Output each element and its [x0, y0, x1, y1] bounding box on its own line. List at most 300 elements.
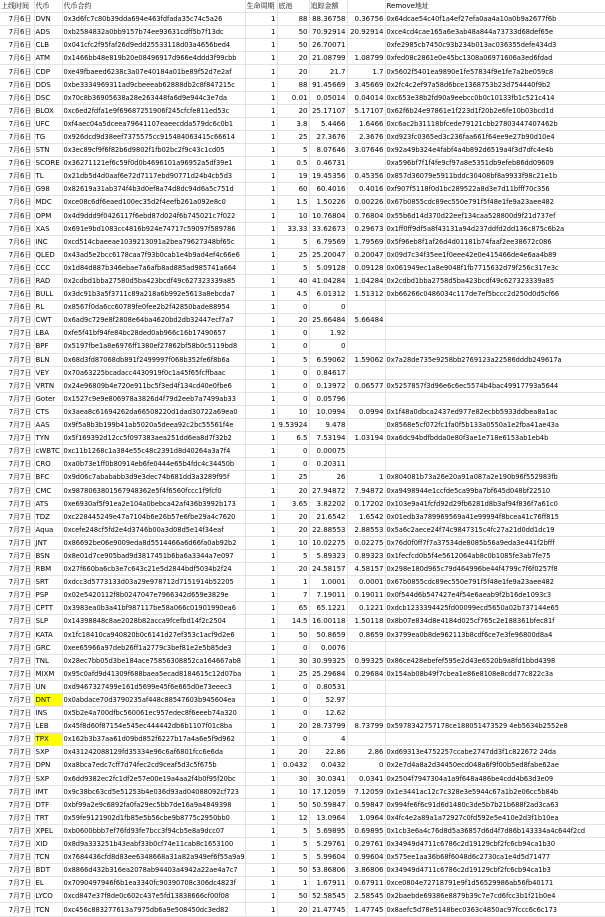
cell-pool[interactable]: 10	[277, 536, 309, 549]
cell-lifecycle[interactable]: 1	[245, 261, 277, 274]
cell-amount[interactable]: 6.01312	[309, 288, 347, 301]
cell-lifecycle[interactable]: 1	[245, 746, 277, 759]
cell-lifecycle[interactable]: 1	[245, 759, 277, 772]
cell-date[interactable]: 7月6日	[0, 196, 34, 209]
cell-date[interactable]: 7月7日	[0, 628, 34, 641]
cell-difference[interactable]: 0.0994	[347, 405, 385, 418]
cell-pool[interactable]: 0	[277, 327, 309, 340]
cell-lifecycle[interactable]: 1	[245, 52, 277, 65]
cell-lifecycle[interactable]: 1	[245, 680, 277, 693]
cell-date[interactable]: 7月6日	[0, 157, 34, 170]
cell-symbol[interactable]: STN	[34, 144, 62, 157]
cell-lifecycle[interactable]: 1	[245, 183, 277, 196]
cell-remove[interactable]	[385, 366, 605, 379]
cell-symbol[interactable]: BDT	[34, 864, 62, 877]
cell-date[interactable]: 7月7日	[0, 707, 34, 720]
cell-difference[interactable]: 0	[347, 759, 385, 772]
cell-pool[interactable]: 5	[277, 838, 309, 851]
cell-pool[interactable]: 88	[277, 13, 309, 26]
cell-date[interactable]: 7月7日	[0, 877, 34, 890]
cell-amount[interactable]: 5.69895	[309, 824, 347, 837]
cell-difference[interactable]: 2.58545	[347, 890, 385, 903]
cell-lifecycle[interactable]: 1	[245, 563, 277, 576]
cell-symbol[interactable]: TYN	[34, 432, 62, 445]
cell-remove[interactable]: 0x103e9a41fcfd92d29fb6281d8b3af94f836f7a61c0	[385, 497, 605, 510]
cell-lifecycle[interactable]: 1	[245, 327, 277, 340]
cell-pool[interactable]: 0	[277, 445, 309, 458]
cell-amount[interactable]: 0.46731	[309, 157, 347, 170]
cell-date[interactable]: 7月7日	[0, 772, 34, 785]
cell-symbol[interactable]: CLB	[34, 39, 62, 52]
cell-date[interactable]: 7月7日	[0, 720, 34, 733]
cell-contract[interactable]: 0x86692be06e9009eda8d5514466a6d66fa0ab92b2	[62, 536, 245, 549]
cell-date[interactable]: 7月6日	[0, 117, 34, 130]
cell-difference[interactable]: 1.6542	[347, 510, 385, 523]
cell-date[interactable]: 7月6日	[0, 261, 34, 274]
cell-remove[interactable]: 0x62f6b24e97861e1f223d1f20b2e6fe10b03bcd1d	[385, 104, 605, 117]
cell-lifecycle[interactable]: 1	[245, 222, 277, 235]
cell-lifecycle[interactable]: 1	[245, 838, 277, 851]
cell-difference[interactable]: 1.08799	[347, 52, 385, 65]
cell-pool[interactable]: 88	[277, 78, 309, 91]
cell-date[interactable]: 7月7日	[0, 392, 34, 405]
cell-date[interactable]: 7月7日	[0, 432, 34, 445]
cell-pool[interactable]: 3.8	[277, 117, 309, 130]
cell-amount[interactable]: 5.29761	[309, 838, 347, 851]
cell-contract[interactable]: 0xf4aec04a5dceea79641107eaeecdda579dc6c0b1	[62, 117, 245, 130]
cell-pool[interactable]: 14.5	[277, 615, 309, 628]
cell-remove[interactable]: 0xf907f5118f0d1bc289522a8d3e7d11bfff70c356	[385, 183, 605, 196]
cell-amount[interactable]: 28.73799	[309, 720, 347, 733]
cell-amount[interactable]: 30.99325	[309, 654, 347, 667]
cell-difference[interactable]	[347, 707, 385, 720]
cell-lifecycle[interactable]: 1	[245, 196, 277, 209]
cell-contract[interactable]: 0x45f8d60f87154e545ec444442db6b1107f01c8ba	[62, 720, 245, 733]
cell-amount[interactable]: 6.59062	[309, 353, 347, 366]
cell-symbol[interactable]: ATM	[34, 52, 62, 65]
cell-date[interactable]: 7月7日	[0, 903, 34, 916]
cell-difference[interactable]	[347, 680, 385, 693]
cell-pool[interactable]: 0	[277, 707, 309, 720]
cell-remove[interactable]	[385, 733, 605, 746]
cell-difference[interactable]: 8.73799	[347, 720, 385, 733]
cell-lifecycle[interactable]: 1	[245, 301, 277, 314]
cell-difference[interactable]	[347, 366, 385, 379]
cell-symbol[interactable]: BULL	[34, 288, 62, 301]
cell-lifecycle[interactable]: 1	[245, 864, 277, 877]
header-pool[interactable]: 底池	[277, 0, 309, 13]
cell-amount[interactable]: 12.62	[309, 707, 347, 720]
cell-symbol[interactable]: XID	[34, 838, 62, 851]
cell-symbol[interactable]: Goter	[34, 392, 62, 405]
cell-difference[interactable]: 1.59062	[347, 353, 385, 366]
cell-amount[interactable]: 10.02275	[309, 536, 347, 549]
cell-symbol[interactable]: CDP	[34, 65, 62, 78]
cell-lifecycle[interactable]: 1	[245, 130, 277, 143]
cell-remove[interactable]	[385, 340, 605, 353]
cell-contract[interactable]: 0x3dc91b3a5f3711c89a218a6b992e5613a8ebcda7	[62, 288, 245, 301]
cell-pool[interactable]: 7	[277, 589, 309, 602]
cell-date[interactable]: 7月6日	[0, 209, 34, 222]
cell-difference[interactable]: 5.17107	[347, 104, 385, 117]
cell-remove[interactable]: 0x55b6d14d370d22eef134caa528800d9f21d737ef	[385, 209, 605, 222]
cell-remove[interactable]: 0x67b0855cdc89ec550e791f5f48e1fe9a23aee482	[385, 196, 605, 209]
cell-pool[interactable]: 20	[277, 903, 309, 916]
cell-amount[interactable]: 3.82202	[309, 497, 347, 510]
cell-contract[interactable]: 0xa0b73e1ff0b80914eb6fe0444e65b4fdc4c34450b	[62, 458, 245, 471]
cell-lifecycle[interactable]: 1	[245, 274, 277, 287]
cell-contract[interactable]: 0x95c0afd9d41309f688baea5ecad8184615c12d07ba	[62, 667, 245, 680]
cell-contract[interactable]: 0xcd847e37f8de0c602c437e5fd13838666cf00f08	[62, 890, 245, 903]
cell-lifecycle[interactable]: 1	[245, 39, 277, 52]
cell-amount[interactable]: 0.00075	[309, 445, 347, 458]
cell-pool[interactable]: 20	[277, 484, 309, 497]
cell-lifecycle[interactable]: 1	[245, 144, 277, 157]
cell-pool[interactable]: 50	[277, 39, 309, 52]
cell-difference[interactable]: 4.58157	[347, 563, 385, 576]
cell-difference[interactable]	[347, 458, 385, 471]
cell-date[interactable]: 7月6日	[0, 183, 34, 196]
cell-lifecycle[interactable]: 1	[245, 641, 277, 654]
cell-lifecycle[interactable]: 1	[245, 157, 277, 170]
cell-amount[interactable]: 1.92	[309, 327, 347, 340]
cell-lifecycle[interactable]: 1	[245, 523, 277, 536]
cell-date[interactable]: 7月6日	[0, 235, 34, 248]
cell-difference[interactable]: 0.76804	[347, 209, 385, 222]
cell-lifecycle[interactable]: 1	[245, 65, 277, 78]
cell-lifecycle[interactable]: 1	[245, 510, 277, 523]
cell-remove[interactable]	[385, 445, 605, 458]
cell-symbol[interactable]: MIXM	[34, 667, 62, 680]
cell-amount[interactable]: 25.17107	[309, 104, 347, 117]
header-remove[interactable]: Remove地址	[385, 0, 605, 13]
cell-remove[interactable]	[385, 314, 605, 327]
cell-remove[interactable]: 0x64dcae54c40f1a4ef27efa0aa4a10a0b9a2677f6b	[385, 13, 605, 26]
cell-symbol[interactable]: UFC	[34, 117, 62, 130]
cell-symbol[interactable]: MDC	[34, 196, 62, 209]
cell-pool[interactable]: 0	[277, 379, 309, 392]
cell-date[interactable]: 7月7日	[0, 419, 34, 432]
cell-pool[interactable]: 20	[277, 563, 309, 576]
cell-remove[interactable]: 0x1f48a0dbca2437ed977e82ecbb5933ddbea8a1ac	[385, 405, 605, 418]
cell-contract[interactable]: 0x4d9ddd9f0426117f6ebd87d024f6b745021c7f022	[62, 209, 245, 222]
cell-difference[interactable]	[347, 157, 385, 170]
cell-contract[interactable]: 0x36271121ef6c59f0d0b4696101a96952a5df39e1	[62, 157, 245, 170]
cell-contract[interactable]: 0xbe3334969311ad9cbeeeab62888db2c8f847215c	[62, 78, 245, 91]
cell-date[interactable]: 7月6日	[0, 104, 34, 117]
cell-date[interactable]: 7月6日	[0, 65, 34, 78]
cell-amount[interactable]: 25.66484	[309, 314, 347, 327]
cell-contract[interactable]: 0x5f169392d12cc5f097383aea251dd6ea8d7f32b2	[62, 432, 245, 445]
cell-date[interactable]: 7月6日	[0, 301, 34, 314]
cell-symbol[interactable]: DNT	[34, 693, 62, 706]
cell-symbol[interactable]: PSP	[34, 589, 62, 602]
cell-lifecycle[interactable]: 1	[245, 432, 277, 445]
cell-remove[interactable]: 0xfe2985cb7450c93b234b013ac036355defe434d3	[385, 39, 605, 52]
cell-difference[interactable]: 1.6466	[347, 117, 385, 130]
cell-symbol[interactable]: TPX	[34, 733, 62, 746]
cell-date[interactable]: 7月7日	[0, 366, 34, 379]
cell-contract[interactable]: 0x7684436cfd8d83ee6348668a31a82a949ef6f55a9a9	[62, 851, 245, 864]
cell-lifecycle[interactable]: 1	[245, 707, 277, 720]
cell-lifecycle[interactable]: 1	[245, 851, 277, 864]
cell-amount[interactable]: 10.0994	[309, 405, 347, 418]
cell-symbol[interactable]: RAD	[34, 274, 62, 287]
cell-pool[interactable]: 5	[277, 235, 309, 248]
cell-pool[interactable]: 60	[277, 183, 309, 196]
cell-difference[interactable]: 0.99325	[347, 654, 385, 667]
cell-amount[interactable]: 17.12059	[309, 785, 347, 798]
cell-date[interactable]: 7月7日	[0, 693, 34, 706]
cell-contract[interactable]: 0xc11b1268c1a384e55c48c2391d8d40264a3a7f4	[62, 445, 245, 458]
cell-amount[interactable]: 5.4466	[309, 117, 347, 130]
cell-pool[interactable]: 20	[277, 510, 309, 523]
cell-date[interactable]: 7月6日	[0, 222, 34, 235]
cell-difference[interactable]: 0.1221	[347, 602, 385, 615]
cell-difference[interactable]: 0.29684	[347, 667, 385, 680]
cell-difference[interactable]	[347, 733, 385, 746]
cell-lifecycle[interactable]: 1	[245, 405, 277, 418]
cell-pool[interactable]: 20	[277, 52, 309, 65]
cell-symbol[interactable]: DTF	[34, 798, 62, 811]
cell-remove[interactable]	[385, 327, 605, 340]
cell-symbol[interactable]: CRO	[34, 458, 62, 471]
cell-symbol[interactable]: INS	[34, 707, 62, 720]
cell-remove[interactable]: 0x994fe6f6c91d6d1480c3de5b7b21b688f2ad3ca63	[385, 798, 605, 811]
cell-amount[interactable]: 21.47745	[309, 903, 347, 916]
cell-pool[interactable]: 20	[277, 523, 309, 536]
cell-amount[interactable]: 26.70071	[309, 39, 347, 52]
cell-symbol[interactable]: TDZ	[34, 510, 62, 523]
cell-lifecycle[interactable]: 1	[245, 772, 277, 785]
header-date[interactable]: 上线时间	[0, 0, 34, 13]
cell-contract[interactable]: 0x3983ea0b3a41bf987117be58a066c01901990ea6	[62, 602, 245, 615]
cell-symbol[interactable]: ADS	[34, 26, 62, 39]
cell-amount[interactable]: 16.00118	[309, 615, 347, 628]
cell-contract[interactable]: 0xa8bca7edc7cff7d74fec2cd9ceaf5d3c5f675b	[62, 759, 245, 772]
cell-date[interactable]: 7月6日	[0, 130, 34, 143]
cell-symbol[interactable]: DDS	[34, 78, 62, 91]
cell-date[interactable]: 7月7日	[0, 654, 34, 667]
cell-amount[interactable]: 0	[309, 340, 347, 353]
cell-amount[interactable]: 25.20047	[309, 248, 347, 261]
cell-difference[interactable]: 0.02275	[347, 536, 385, 549]
cell-difference[interactable]: 2.88553	[347, 523, 385, 536]
header-symbol[interactable]: 代币	[34, 0, 62, 13]
cell-symbol[interactable]: SRT	[34, 576, 62, 589]
cell-amount[interactable]: 1.0001	[309, 576, 347, 589]
cell-remove[interactable]: 0xce0804e72718791e9f1d56529986ab56fb40171	[385, 877, 605, 890]
cell-lifecycle[interactable]: 1	[245, 497, 277, 510]
cell-symbol[interactable]: TG	[34, 130, 62, 143]
cell-difference[interactable]: 0.69895	[347, 824, 385, 837]
cell-symbol[interactable]: OPM	[34, 209, 62, 222]
cell-pool[interactable]: 30	[277, 772, 309, 785]
cell-date[interactable]: 7月7日	[0, 549, 34, 562]
cell-pool[interactable]: 0.0432	[277, 759, 309, 772]
cell-pool[interactable]: 12	[277, 811, 309, 824]
cell-amount[interactable]: 5.09128	[309, 261, 347, 274]
cell-difference[interactable]	[347, 445, 385, 458]
cell-contract[interactable]: 0x6dd9382ec2fc1df2e57e00e19a4aa2f4b0f95f20bc	[62, 772, 245, 785]
cell-remove[interactable]: 0x01edb3a789969569a41e99994f8bcea41c76ff815	[385, 510, 605, 523]
cell-difference[interactable]: 0.36756	[347, 13, 385, 26]
cell-remove[interactable]	[385, 680, 605, 693]
cell-contract[interactable]: 0xcefe248cf5fd2e4d3746b00a3d08d5e14f34eaf	[62, 523, 245, 536]
cell-remove[interactable]: 0x1e3441ac12c7c328e3e5944c67a1b2e06cc5b84b	[385, 785, 605, 798]
cell-remove[interactable]: 0x1ff0ff9df5a8f43131a94d237ddfd2dd136c875c6b2a	[385, 222, 605, 235]
cell-remove[interactable]: 0x2504f7947304a1a9f648a486be4cdd4b63d3e09	[385, 772, 605, 785]
cell-pool[interactable]: 4.5	[277, 288, 309, 301]
cell-lifecycle[interactable]: 1	[245, 340, 277, 353]
cell-symbol[interactable]: LYCO	[34, 890, 62, 903]
cell-lifecycle[interactable]: 1	[245, 366, 277, 379]
cell-remove[interactable]	[385, 693, 605, 706]
cell-remove[interactable]	[385, 641, 605, 654]
cell-date[interactable]: 7月7日	[0, 563, 34, 576]
cell-lifecycle[interactable]: 1	[245, 602, 277, 615]
cell-contract[interactable]: 0x82619a31ab374f4b3d0ef8a74d8dc94d6a5c751d	[62, 183, 245, 196]
cell-symbol[interactable]: XPEL	[34, 824, 62, 837]
cell-lifecycle[interactable]: 1	[245, 667, 277, 680]
cell-remove[interactable]: 0x0f544d6b547427e4f54e6aeab9f2b16de1093c3	[385, 589, 605, 602]
cell-pool[interactable]: 10	[277, 209, 309, 222]
cell-symbol[interactable]: IMT	[34, 785, 62, 798]
cell-amount[interactable]: 65.1221	[309, 602, 347, 615]
cell-remove[interactable]: 0x67b0855cdc89ec550e791f5f48e1fe9a23aee482	[385, 576, 605, 589]
cell-contract[interactable]: 0x8567f0da6cc60789fe0fee2b2f42850bade88954	[62, 301, 245, 314]
cell-symbol[interactable]: CWT	[34, 314, 62, 327]
cell-lifecycle[interactable]: 1	[245, 811, 277, 824]
cell-pool[interactable]: 5	[277, 549, 309, 562]
cell-contract[interactable]: 0x24e96809b4e720e911bc5f3ed4f134cd40e0fbe6	[62, 379, 245, 392]
cell-contract[interactable]: 0xe6930af5f91ea2e104a0bebca42af436b3992b173	[62, 497, 245, 510]
cell-date[interactable]: 7月7日	[0, 838, 34, 851]
cell-difference[interactable]: 3.45669	[347, 78, 385, 91]
cell-amount[interactable]: 22.88553	[309, 523, 347, 536]
cell-lifecycle[interactable]: 1	[245, 209, 277, 222]
cell-difference[interactable]	[347, 301, 385, 314]
cell-amount[interactable]: 53.86806	[309, 864, 347, 877]
cell-lifecycle[interactable]: 1	[245, 170, 277, 183]
cell-symbol[interactable]: G98	[34, 183, 62, 196]
cell-pool[interactable]: 20	[277, 65, 309, 78]
cell-pool[interactable]: 6.5	[277, 432, 309, 445]
cell-remove[interactable]: 0xd923fc0365ed3c236faa661f64ee9e27b90d10e4	[385, 130, 605, 143]
cell-pool[interactable]: 10	[277, 785, 309, 798]
cell-date[interactable]: 7月7日	[0, 641, 34, 654]
cell-symbol[interactable]: cWBTC	[34, 445, 62, 458]
cell-pool[interactable]: 3.65	[277, 497, 309, 510]
cell-difference[interactable]: 3.07646	[347, 144, 385, 157]
cell-symbol[interactable]: VEY	[34, 366, 62, 379]
cell-difference[interactable]: 0.8659	[347, 628, 385, 641]
cell-remove[interactable]: 0x3799ea0b8de962113b8cdf6ce7e3fe96800d8a4	[385, 628, 605, 641]
cell-difference[interactable]: 1.47745	[347, 903, 385, 916]
cell-remove[interactable]: 0x5602f5401ea9890e1fe57834f9e1fe7a2be059c8	[385, 65, 605, 78]
cell-difference[interactable]: 1	[347, 471, 385, 484]
cell-remove[interactable]: 0x2cdbd1bba2758d5ba423bcdf49c627323339a85	[385, 274, 605, 287]
cell-contract[interactable]: 0x6ad9c729e8f2808e64ba4620bd2db32447ecf7a7	[62, 314, 245, 327]
cell-date[interactable]: 7月7日	[0, 314, 34, 327]
cell-lifecycle[interactable]: 1	[245, 628, 277, 641]
cell-amount[interactable]: 0.0432	[309, 759, 347, 772]
cell-difference[interactable]: 1.0964	[347, 811, 385, 824]
cell-difference[interactable]: 7.12059	[347, 785, 385, 798]
cell-difference[interactable]: 1.03194	[347, 432, 385, 445]
cell-contract[interactable]: 0x3ec89cf9f6f82b6d9802f1fb02bc2f9c43c1cd05	[62, 144, 245, 157]
cell-difference[interactable]	[347, 641, 385, 654]
cell-date[interactable]: 7月7日	[0, 811, 34, 824]
cell-lifecycle[interactable]: 1	[245, 890, 277, 903]
cell-contract[interactable]: 0x43ad5e2bcc6178caa7f93b0cab1e4b9ad4ef4c66e6	[62, 248, 245, 261]
cell-amount[interactable]: 21.08799	[309, 52, 347, 65]
cell-lifecycle[interactable]: 1	[245, 589, 277, 602]
cell-date[interactable]: 7月6日	[0, 248, 34, 261]
cell-difference[interactable]: 0.0001	[347, 576, 385, 589]
cell-remove[interactable]: 0x5f96eb8f1af26d4d01181b74faaf2ee38672c086	[385, 235, 605, 248]
cell-amount[interactable]: 50.8659	[309, 628, 347, 641]
cell-difference[interactable]: 0.89323	[347, 549, 385, 562]
cell-contract[interactable]: 0x3aea8c61694262da66508220d1dad30722a69ea0	[62, 405, 245, 418]
cell-lifecycle[interactable]: 1	[245, 733, 277, 746]
cell-lifecycle[interactable]: 1	[245, 78, 277, 91]
cell-amount[interactable]: 5.89323	[309, 549, 347, 562]
cell-contract[interactable]: 0x8d9a333251b43eabf33b0cf74e11cab8c1653100	[62, 838, 245, 851]
cell-amount[interactable]: 24.58157	[309, 563, 347, 576]
cell-amount[interactable]: 50.59847	[309, 798, 347, 811]
cell-date[interactable]: 7月6日	[0, 26, 34, 39]
cell-difference[interactable]: 0.99604	[347, 851, 385, 864]
cell-date[interactable]: 7月7日	[0, 864, 34, 877]
cell-contract[interactable]: 0xdcc3d5773133d03a29e978712d7151914b52205	[62, 576, 245, 589]
cell-lifecycle[interactable]: 1	[245, 785, 277, 798]
cell-symbol[interactable]: BFC	[34, 471, 62, 484]
cell-lifecycle[interactable]: 1	[245, 392, 277, 405]
cell-pool[interactable]: 20	[277, 746, 309, 759]
cell-contract[interactable]: 0xce08c6df6eaed100ec35d2f4eefb261a092e8c0	[62, 196, 245, 209]
cell-amount[interactable]: 22.86	[309, 746, 347, 759]
cell-remove[interactable]: 0x34949d4711c6786c2d19129cbf2fc6cb94ca1b3	[385, 864, 605, 877]
cell-amount[interactable]: 5.99604	[309, 851, 347, 864]
cell-date[interactable]: 7月7日	[0, 824, 34, 837]
cell-date[interactable]: 7月6日	[0, 39, 34, 52]
cell-symbol[interactable]: RL	[34, 301, 62, 314]
cell-symbol[interactable]: DSC	[34, 91, 62, 104]
cell-date[interactable]: 7月7日	[0, 589, 34, 602]
cell-contract[interactable]: 0x1527c9e9e806978a3826d4f79d2eeb7a7499ab33	[62, 392, 245, 405]
cell-contract[interactable]: 0x926dcd9d38eef7375575cc915484063415c66614	[62, 130, 245, 143]
cell-difference[interactable]: 0.29673	[347, 222, 385, 235]
cell-difference[interactable]	[347, 327, 385, 340]
cell-difference[interactable]: 0.06577	[347, 379, 385, 392]
cell-pool[interactable]: 50	[277, 26, 309, 39]
cell-remove[interactable]: 0x5a6c2aece24f74c9847315c4fc27a21d0dd1dc19	[385, 523, 605, 536]
cell-amount[interactable]: 19.45356	[309, 170, 347, 183]
cell-contract[interactable]: 0x02e5420112f8b0247047e7966342d659e3829e	[62, 589, 245, 602]
cell-pool[interactable]: 50	[277, 864, 309, 877]
cell-remove[interactable]: 0xa9498944e1ccfde5ca99ba7bf645d048bf22510	[385, 484, 605, 497]
cell-amount[interactable]: 26	[309, 471, 347, 484]
cell-amount[interactable]: 4	[309, 733, 347, 746]
cell-lifecycle[interactable]: 1	[245, 877, 277, 890]
cell-amount[interactable]: 7.53194	[309, 432, 347, 445]
cell-remove[interactable]: 0x8b07e834d8e4184d025cf765c2e188361bfec81f	[385, 615, 605, 628]
cell-remove[interactable]: 0x76d0f0ff7f7a37534de8085b56a9eda3e441f2bfff	[385, 536, 605, 549]
cell-date[interactable]: 7月6日	[0, 13, 34, 26]
cell-lifecycle[interactable]: 1	[245, 419, 277, 432]
cell-date[interactable]: 7月7日	[0, 785, 34, 798]
